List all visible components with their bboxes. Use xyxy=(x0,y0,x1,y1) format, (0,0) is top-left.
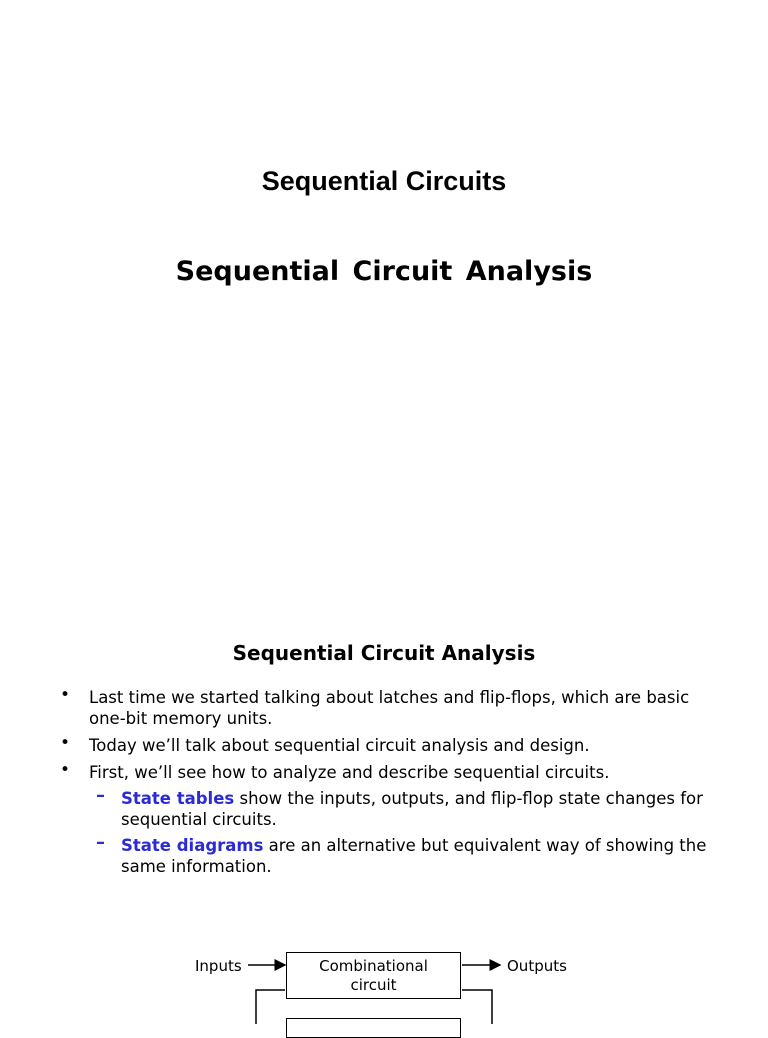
feedback-wire-right xyxy=(462,990,492,1024)
bullet-dot: • xyxy=(60,733,71,753)
term-state-tables: State tables xyxy=(121,789,235,808)
sub-bullet-item xyxy=(89,785,720,830)
box-line-2: circuit xyxy=(350,976,397,994)
bullet-text: Today we’ll talk about sequential circuit analysis and design. xyxy=(89,736,590,755)
bullet-item xyxy=(60,735,720,756)
box-line-1: Combinational xyxy=(319,957,428,975)
slide-heading: Sequential Circuit Analysis xyxy=(232,641,536,665)
sub-bullet-item xyxy=(89,832,720,877)
sub-bullet-list xyxy=(89,785,720,877)
dash-marker: – xyxy=(96,785,105,806)
feedback-wire-left xyxy=(256,990,285,1024)
bullet-dot: • xyxy=(60,685,71,705)
outputs-label: Outputs xyxy=(507,957,567,975)
circuit-diagram xyxy=(0,940,768,1024)
bullet-text: First, we’ll see how to analyze and describe sequential circuits. xyxy=(89,763,610,782)
memory-box xyxy=(286,1018,461,1038)
inputs-label: Inputs xyxy=(195,957,242,975)
sub-bullet-text: are an alternative but equivalent way of showing the same information. xyxy=(121,836,707,876)
bullet-item xyxy=(60,762,720,877)
combinational-circuit-box xyxy=(286,952,461,999)
bullet-dot: • xyxy=(60,760,71,780)
dash-marker: – xyxy=(96,832,105,853)
bullet-list xyxy=(60,687,720,883)
bullet-item xyxy=(60,687,720,729)
page-title: Sequential Circuits xyxy=(261,166,507,196)
page-subtitle: Sequential Circuit Analysis xyxy=(175,256,593,287)
term-state-diagrams: State diagrams xyxy=(121,836,264,855)
bullet-text: Last time we started talking about latches and flip-flops, which are basic one-bit memory units. xyxy=(89,688,690,728)
sub-bullet-text: show the inputs, outputs, and flip-flop state changes for sequential circuits. xyxy=(121,789,703,829)
